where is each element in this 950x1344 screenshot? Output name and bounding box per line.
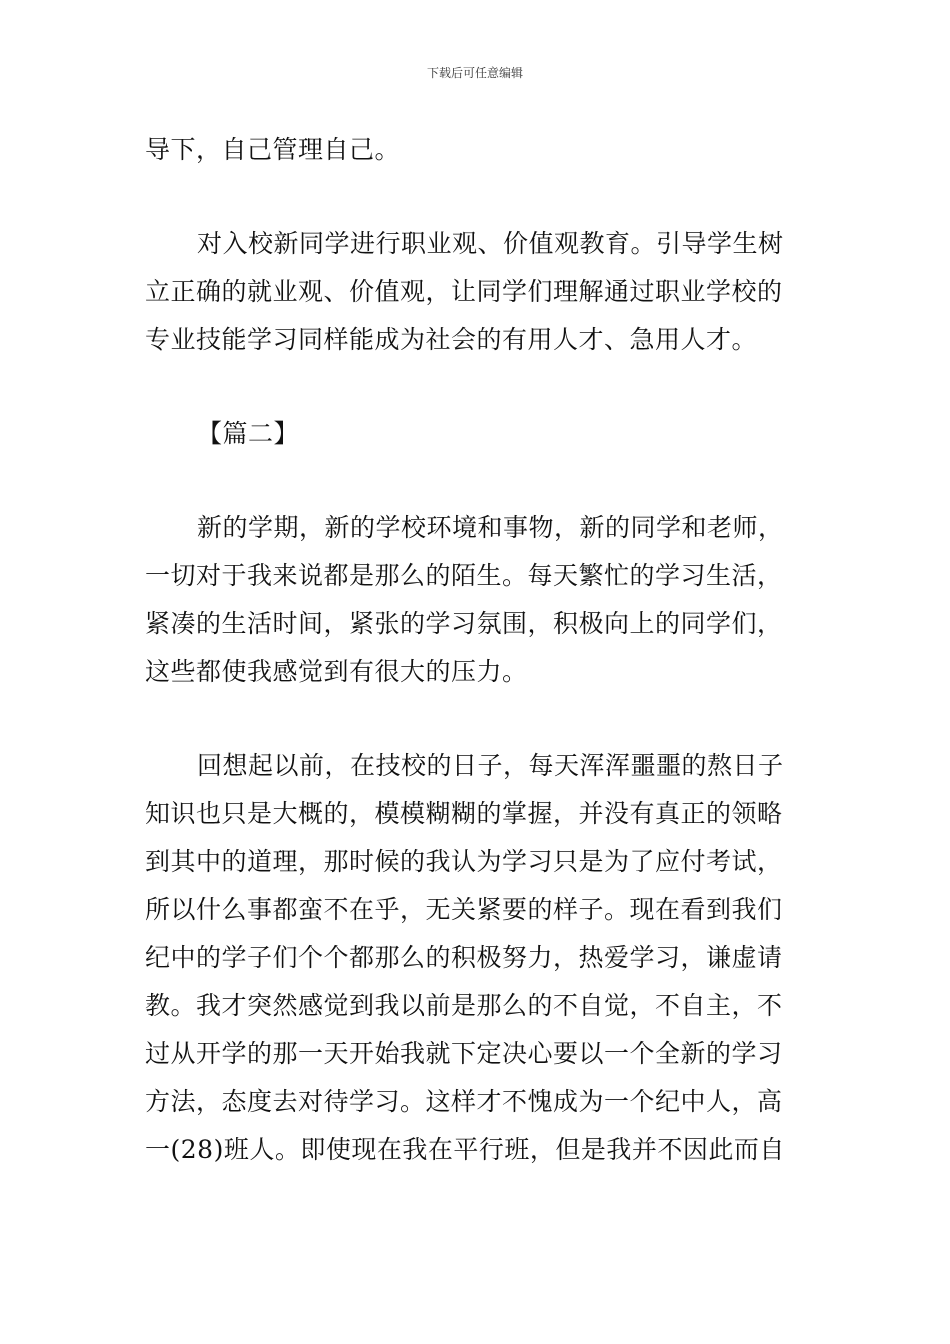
section-heading-text: 【篇二】 [197,419,300,448]
document-body [145,126,810,1174]
text-line: 到其中的道理，那时候的我认为学习只是为了应付考试， [145,847,783,876]
text-line: 紧凑的生活时间，紧张的学习氛围，积极向上的同学们， [145,609,783,638]
text-line: 知识也只是大概的，模模糊糊的掌握，并没有真正的领略 [145,799,783,828]
section-heading [145,410,810,458]
text-line: 过从开学的那一天开始我就下定决心要以一个全新的学习 [145,1039,783,1068]
text-line: 立正确的就业观、价值观，让同学们理解通过职业学校的 [145,277,783,306]
page-header: 下载后可任意编辑 [426,66,523,80]
paragraph-1 [145,126,810,174]
text-line: 新的学期，新的学校环境和事物，新的同学和老师， [197,513,784,542]
text-line: 一(28)班人。即使现在我在平行班，但是我并不因此而自 [145,1135,785,1164]
text-line: 专业技能学习同样能成为社会的有用人才、急用人才。 [145,325,758,354]
text-line: 这些都使我感觉到有很大的压力。 [145,657,528,686]
text-line: 回想起以前，在技校的日子，每天浑浑噩噩的熬日子 [197,751,784,780]
text-line: 教。我才突然感觉到我以前是那么的不自觉，不自主，不 [145,991,783,1020]
paragraph-4 [145,742,810,1174]
text-line: 导下，自己管理自己。 [145,135,401,164]
text-line: 方法，态度去对待学习。这样才不愧成为一个纪中人，高 [145,1087,783,1116]
text-line: 对入校新同学进行职业观、价值观教育。引导学生树 [197,229,784,258]
paragraph-2 [145,220,810,364]
paragraph-3 [145,504,810,696]
text-line: 纪中的学子们个个都那么的积极努力，热爱学习，谦虚请 [145,943,783,972]
text-line: 一切对于我来说都是那么的陌生。每天繁忙的学习生活， [145,561,783,590]
text-line: 所以什么事都蛮不在乎，无关紧要的样子。现在看到我们 [145,895,783,924]
